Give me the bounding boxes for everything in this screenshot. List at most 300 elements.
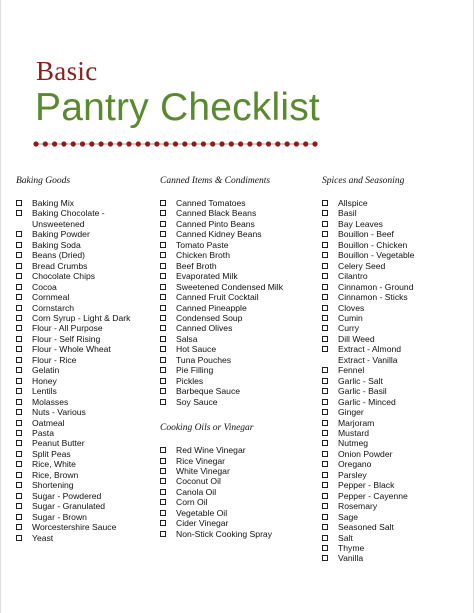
checklist-item (160, 208, 283, 218)
item-label: Vegetable Oil (176, 507, 228, 518)
item-label: Bouillon - Vegetable (338, 250, 415, 261)
divider-dot (154, 141, 159, 146)
item-label: Canned Black Beans (176, 208, 257, 219)
checkbox-icon[interactable] (16, 252, 22, 258)
checkbox-icon[interactable] (160, 499, 166, 505)
checklist-item (160, 323, 283, 333)
item-label: Cinnamon - Ground (338, 281, 414, 292)
checkbox-icon[interactable] (16, 294, 22, 300)
checklist (16, 198, 130, 543)
checkbox-icon[interactable] (322, 273, 328, 279)
checkbox-icon[interactable] (322, 315, 328, 321)
checkbox-icon[interactable] (160, 210, 166, 216)
checklist-item (160, 219, 283, 229)
checkbox-icon[interactable] (160, 510, 166, 516)
checkbox-icon[interactable] (160, 468, 166, 474)
divider-dot (145, 141, 150, 146)
decorative-dot-divider (33, 140, 318, 148)
checkbox-icon[interactable] (16, 482, 22, 488)
item-label: Sage (338, 511, 359, 522)
divider-dot (173, 141, 178, 146)
item-label: Ginger (338, 407, 364, 418)
checkbox-icon[interactable] (160, 399, 166, 405)
checkbox-icon[interactable] (322, 545, 328, 551)
divider-dot (303, 141, 308, 146)
column-spices (322, 176, 414, 564)
checklist-item (322, 533, 414, 543)
checkbox-icon[interactable] (322, 336, 328, 342)
item-label: Cornmeal (32, 292, 70, 303)
checklist-item (16, 219, 130, 229)
checklist-item (16, 501, 130, 511)
checkbox-icon[interactable] (16, 420, 22, 426)
item-label: Peanut Butter (32, 438, 85, 449)
item-label: Non-Stick Cooking Spray (176, 528, 273, 539)
item-label: Cornstarch (32, 302, 75, 313)
item-label: Cloves (338, 302, 365, 313)
item-label: Celery Seed (338, 260, 386, 271)
checkbox-icon[interactable] (322, 440, 328, 446)
checklist-item (322, 480, 414, 490)
checklist-item (16, 198, 130, 208)
checkbox-icon[interactable] (322, 305, 328, 311)
item-label: Rice, Brown (32, 469, 79, 480)
checkbox-icon[interactable] (322, 284, 328, 290)
checkbox-icon[interactable] (16, 451, 22, 457)
checklist-item (16, 418, 130, 428)
checkbox-icon[interactable] (160, 458, 166, 464)
checklist-item (322, 229, 414, 239)
checkbox-icon[interactable] (160, 231, 166, 237)
item-label: Mustard (338, 427, 370, 438)
checkbox-icon[interactable] (160, 221, 166, 227)
checklist-item (16, 271, 130, 281)
checkbox-icon[interactable] (160, 200, 166, 206)
divider-dot (257, 141, 262, 146)
item-label: Sugar - Powdered (32, 490, 102, 501)
item-label: Extract - Almond (338, 344, 402, 355)
checkbox-icon[interactable] (16, 493, 22, 499)
checkbox-icon[interactable] (322, 252, 328, 258)
item-label: Sweetened Condensed Milk (176, 281, 284, 292)
checkbox-icon[interactable] (322, 388, 328, 394)
item-label: Rice, White (32, 459, 76, 470)
item-label: Split Peas (32, 448, 71, 459)
checklist-item (16, 491, 130, 501)
checkbox-icon[interactable] (160, 242, 166, 248)
checklist-item (160, 397, 283, 407)
checkbox-icon[interactable] (322, 535, 328, 541)
item-label: Shortening (32, 480, 74, 491)
checklist-item (160, 529, 283, 539)
item-label: Baking Mix (32, 198, 75, 208)
checklist-item (16, 397, 130, 407)
divider-dot (294, 141, 299, 146)
item-label: Gelatin (32, 365, 60, 376)
item-label: Corn Oil (176, 497, 208, 508)
item-label: Condensed Soup (176, 312, 243, 323)
checklist-item (16, 428, 130, 438)
item-label: Canned Kidney Beans (176, 229, 262, 240)
checkbox-icon[interactable] (322, 378, 328, 384)
checkbox-icon[interactable] (322, 263, 328, 269)
checklist-item (16, 480, 130, 490)
item-label: Flour - All Purpose (32, 323, 103, 334)
item-label: Salsa (176, 333, 198, 344)
checklist-item (160, 497, 283, 507)
item-label: Hot Sauce (176, 344, 217, 355)
checkbox-icon[interactable] (16, 472, 22, 478)
divider-dot (312, 141, 317, 146)
divider-dot (238, 141, 243, 146)
checkbox-icon[interactable] (160, 478, 166, 484)
item-label: Cocoa (32, 281, 57, 292)
divider-dot (285, 141, 290, 146)
item-label: Flour - Self Rising (32, 333, 101, 344)
checklist-item (16, 459, 130, 469)
checkbox-icon[interactable] (322, 493, 328, 499)
checklist-item (322, 397, 414, 407)
checklist-item (322, 365, 414, 375)
checklist-item (160, 376, 283, 386)
checkbox-icon[interactable] (16, 284, 22, 290)
item-label: Bouillon - Chicken (338, 239, 408, 250)
checklist (160, 198, 283, 407)
checklist-item (160, 487, 283, 497)
checklist-item (16, 344, 130, 354)
item-label: Baking Soda (32, 239, 81, 250)
checklist-item (16, 240, 130, 250)
checklist-item (322, 428, 414, 438)
item-label: Baking Chocolate - (32, 208, 105, 219)
checkbox-icon[interactable] (160, 315, 166, 321)
checklist-item (16, 303, 130, 313)
checklist-item (16, 261, 130, 271)
checklist-item (16, 449, 130, 459)
checklist-item (16, 533, 130, 543)
checkbox-icon[interactable] (16, 399, 22, 405)
checkbox-icon[interactable] (16, 357, 22, 363)
checkbox-icon[interactable] (322, 555, 328, 561)
item-label: Sugar - Granulated (32, 501, 106, 512)
divider-dot (117, 141, 122, 146)
checklist-item (322, 407, 414, 417)
checklist-item (160, 240, 283, 250)
item-label: Pepper - Black (338, 480, 395, 491)
divider-dot (126, 141, 131, 146)
item-label: Red Wine Vinegar (176, 445, 246, 456)
item-label: Unsweetened (32, 218, 85, 229)
checkbox-icon[interactable] (322, 231, 328, 237)
item-label: Tuna Pouches (176, 354, 232, 365)
checkbox-icon[interactable] (160, 263, 166, 269)
checkbox-icon[interactable] (16, 346, 22, 352)
checkbox-icon[interactable] (160, 294, 166, 300)
item-label: Pickles (176, 375, 204, 386)
checkbox-icon[interactable] (160, 520, 166, 526)
checklist-item (160, 344, 283, 354)
checkbox-icon[interactable] (16, 440, 22, 446)
item-label: Chicken Broth (176, 250, 230, 261)
checklist-item (16, 470, 130, 480)
checkbox-icon[interactable] (160, 447, 166, 453)
checklist-item (160, 445, 283, 455)
divider-dot (136, 141, 141, 146)
item-label: Onion Powder (338, 448, 393, 459)
checklist (322, 198, 414, 564)
item-label: Pie Filling (176, 365, 214, 376)
checklist-item (160, 229, 283, 239)
checklist-item (322, 250, 414, 260)
item-label: Canned Olives (176, 323, 233, 334)
item-label: Flour - Rice (32, 354, 77, 365)
checkbox-icon[interactable] (160, 305, 166, 311)
item-label: Dill Weed (338, 333, 375, 344)
checkbox-icon[interactable] (322, 346, 328, 352)
checkbox-icon[interactable] (322, 472, 328, 478)
checklist-item (16, 313, 130, 323)
item-label: Cumin (338, 312, 363, 323)
checkbox-icon[interactable] (16, 461, 22, 467)
checklist-item (16, 323, 130, 333)
checklist-item (16, 522, 130, 532)
item-label: Canned Fruit Cocktail (176, 292, 259, 303)
checkbox-icon[interactable] (16, 503, 22, 509)
checklist-item (160, 518, 283, 528)
checkbox-icon[interactable] (16, 210, 22, 216)
checklist-item (322, 355, 414, 365)
checkbox-icon[interactable] (160, 325, 166, 331)
checkbox-icon[interactable] (160, 367, 166, 373)
column-baking-goods (16, 176, 130, 543)
checkbox-icon[interactable] (16, 231, 22, 237)
checklist-item (322, 522, 414, 532)
checklist-item (16, 365, 130, 375)
checklist-item (322, 313, 414, 323)
checklist-item (16, 512, 130, 522)
checkbox-icon[interactable] (16, 367, 22, 373)
checkbox-icon[interactable] (16, 388, 22, 394)
item-label: Marjoram (338, 417, 375, 428)
checkbox-icon[interactable] (16, 409, 22, 415)
checkbox-icon[interactable] (160, 252, 166, 258)
checklist-item (322, 198, 414, 208)
checkbox-icon[interactable] (16, 325, 22, 331)
checkbox-icon[interactable] (322, 367, 328, 373)
checklist-item (322, 303, 414, 313)
item-label: Coconut Oil (176, 476, 221, 487)
checklist-item (16, 292, 130, 302)
checklist-item (16, 376, 130, 386)
divider-dot (71, 141, 76, 146)
checklist-item (16, 282, 130, 292)
checkbox-icon[interactable] (322, 200, 328, 206)
item-label: Thyme (338, 542, 365, 553)
item-label: Beans (Dried) (32, 250, 86, 261)
checklist-item (160, 198, 283, 208)
divider-dot (201, 141, 206, 146)
checkbox-icon[interactable] (16, 315, 22, 321)
checkbox-icon[interactable] (160, 336, 166, 342)
checkbox-icon[interactable] (322, 221, 328, 227)
checkbox-icon[interactable] (16, 273, 22, 279)
item-label: Basil (338, 208, 357, 219)
checklist-item (160, 250, 283, 260)
item-label: Fennel (338, 365, 365, 376)
item-label: Flour - Whole Wheat (32, 344, 111, 355)
checkbox-icon[interactable] (16, 242, 22, 248)
checklist-item (322, 208, 414, 218)
checklist-item (322, 470, 414, 480)
checklist-item (322, 418, 414, 428)
checkbox-icon[interactable] (16, 305, 22, 311)
checklist (160, 445, 283, 539)
checkbox-icon[interactable] (16, 200, 22, 206)
checklist-item (160, 334, 283, 344)
checkbox-icon[interactable] (322, 294, 328, 300)
divider-dot (80, 141, 85, 146)
checklist-item (160, 303, 283, 313)
checklist-item (322, 292, 414, 302)
checklist-item (160, 386, 283, 396)
checklist-item (322, 512, 414, 522)
checklist-item (322, 491, 414, 501)
checkbox-icon[interactable] (160, 284, 166, 290)
item-label: Bay Leaves (338, 218, 383, 229)
checklist-item (322, 261, 414, 271)
checkbox-icon[interactable] (16, 263, 22, 269)
item-label: Salt (338, 532, 353, 543)
checkbox-icon[interactable] (160, 346, 166, 352)
item-label: White Vinegar (176, 465, 230, 476)
checkbox-icon[interactable] (160, 357, 166, 363)
item-label: Corn Syrup - Light & Dark (32, 312, 131, 323)
item-label: Chocolate Chips (32, 271, 96, 282)
item-label: Parsley (338, 469, 367, 480)
checkbox-icon[interactable] (16, 378, 22, 384)
checkbox-icon[interactable] (322, 482, 328, 488)
checkbox-icon[interactable] (322, 242, 328, 248)
item-label: Canned Pineapple (176, 302, 247, 313)
checklist-item (322, 240, 414, 250)
item-label: Pasta (32, 427, 54, 438)
checklist-item (16, 334, 130, 344)
divider-dot (192, 141, 197, 146)
checkbox-icon[interactable] (322, 325, 328, 331)
checkbox-icon[interactable] (322, 524, 328, 530)
checklist-item (322, 344, 414, 354)
checkbox-icon[interactable] (16, 336, 22, 342)
checkbox-icon[interactable] (16, 514, 22, 520)
item-label: Beef Broth (176, 260, 217, 271)
item-label: Nutmeg (338, 438, 369, 449)
checklist-item (322, 271, 414, 281)
checkbox-icon[interactable] (322, 461, 328, 467)
item-label: Tomato Paste (176, 239, 229, 250)
item-label: Vanilla (338, 553, 364, 564)
checklist-item (322, 219, 414, 229)
checklist-item (16, 229, 130, 239)
item-label: Molasses (32, 396, 69, 407)
checkbox-icon[interactable] (322, 409, 328, 415)
item-label: Evaporated Milk (176, 271, 238, 282)
title-pantry-checklist: Pantry Checklist (35, 86, 320, 129)
page-left-border (0, 0, 1, 613)
item-label: Canned Pinto Beans (176, 218, 255, 229)
divider-dot (229, 141, 234, 146)
checklist-item (160, 355, 283, 365)
checkbox-icon[interactable] (322, 420, 328, 426)
checklist-item (322, 334, 414, 344)
divider-dot (43, 141, 48, 146)
checklist-item (160, 365, 283, 375)
checklist-item (322, 501, 414, 511)
checkbox-icon[interactable] (322, 210, 328, 216)
checkbox-icon[interactable] (322, 503, 328, 509)
checklist-item (160, 271, 283, 281)
checkbox-icon[interactable] (16, 535, 22, 541)
checkbox-icon[interactable] (16, 524, 22, 530)
item-label: Canned Tomatoes (176, 198, 246, 208)
item-label: Soy Sauce (176, 396, 218, 407)
item-label: Bouillon - Beef (338, 229, 394, 240)
checkbox-icon[interactable] (16, 430, 22, 436)
checklist-item (160, 282, 283, 292)
checklist-item (322, 449, 414, 459)
item-label: Lentils (32, 386, 57, 397)
item-label: Cinnamon - Sticks (338, 292, 408, 303)
checkbox-icon[interactable] (160, 388, 166, 394)
divider-dot (61, 141, 66, 146)
divider-dot (266, 141, 271, 146)
checkbox-icon[interactable] (322, 514, 328, 520)
divider-dot (219, 141, 224, 146)
divider-dot (164, 141, 169, 146)
item-label: Sugar - Brown (32, 511, 87, 522)
checkbox-icon[interactable] (160, 489, 166, 495)
checkbox-icon[interactable] (160, 378, 166, 384)
item-label: Rosemary (338, 501, 378, 512)
column-heading: Baking Goods (16, 176, 71, 186)
checklist-item (16, 438, 130, 448)
checklist-item (160, 292, 283, 302)
checklist-item (16, 407, 130, 417)
item-label: Seasoned Salt (338, 522, 394, 533)
checklist-item (322, 386, 414, 396)
checklist-item (160, 456, 283, 466)
item-label: Curry (338, 323, 360, 334)
column-heading: Canned Items & Condiments (160, 176, 271, 186)
checkbox-icon[interactable] (322, 399, 328, 405)
divider-dot (182, 141, 187, 146)
item-label: Extract - Vanilla (338, 354, 398, 365)
divider-dot (52, 141, 57, 146)
item-label: Garlic - Basil (338, 386, 387, 397)
divider-dot (210, 141, 215, 146)
checkbox-icon[interactable] (322, 430, 328, 436)
checkbox-icon[interactable] (160, 531, 166, 537)
divider-dot (99, 141, 104, 146)
item-label: Nuts - Various (32, 407, 86, 418)
item-label: Oatmeal (32, 417, 65, 428)
checkbox-icon[interactable] (160, 273, 166, 279)
item-label: Worcestershire Sauce (32, 522, 117, 533)
divider-dot (89, 141, 94, 146)
checkbox-icon[interactable] (322, 451, 328, 457)
divider-dot (33, 141, 38, 146)
checklist-item (160, 261, 283, 271)
checklist-item (16, 386, 130, 396)
